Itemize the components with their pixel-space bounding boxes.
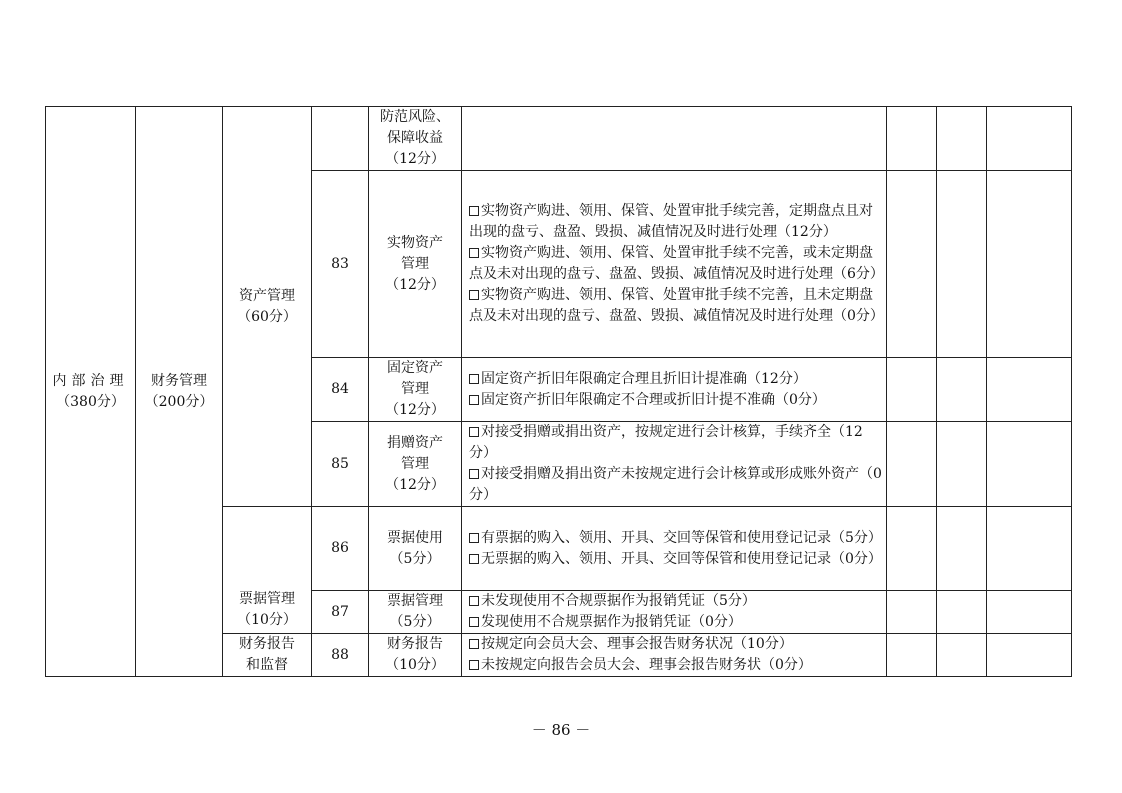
criteria-option xyxy=(469,612,882,633)
evaluation-table xyxy=(45,106,1072,677)
item-number: 84 xyxy=(312,358,369,422)
option-text: 实物资产购进、领用、保管、处置审批手续完善，定期盘点且对出现的盘亏、盘盈、毁损、减值情况及时进行处理（12分） xyxy=(469,203,873,240)
page-number: － 86 － xyxy=(531,721,591,739)
item-name-cell xyxy=(369,422,462,507)
score-cell xyxy=(887,591,937,634)
criteria-option xyxy=(469,634,882,655)
checkbox-icon[interactable] xyxy=(469,554,479,564)
item-name-cell xyxy=(369,591,462,634)
criteria-option xyxy=(469,549,882,570)
criteria-option xyxy=(469,422,882,464)
item-number: 88 xyxy=(312,634,369,677)
level1-score: （380分） xyxy=(56,393,125,410)
checkbox-icon[interactable] xyxy=(469,469,479,479)
item-number xyxy=(312,107,369,171)
item-name-line: 保障收益 xyxy=(387,130,443,146)
item-score-line: （12分） xyxy=(385,151,445,167)
option-text: 对接受捐赠及捐出资产未按规定进行会计核算或形成账外资产（0分） xyxy=(469,466,882,503)
score-cell xyxy=(937,634,987,677)
option-text: 对接受捐赠或捐出资产，按规定进行会计核算，手续齐全（12分） xyxy=(469,424,863,461)
table-row xyxy=(46,107,1072,171)
item-number: 86 xyxy=(312,507,369,591)
option-text: 未按规定向报告会员大会、理事会报告财务状（0分） xyxy=(481,657,812,673)
level3-report-line: 和监督 xyxy=(246,657,288,673)
level2-indicator-cell xyxy=(136,107,223,677)
checkbox-icon[interactable] xyxy=(469,596,479,606)
option-text: 按规定向会员大会、理事会报告财务状况（10分） xyxy=(481,636,793,652)
item-name-line: 管理 xyxy=(401,455,429,472)
checkbox-icon[interactable] xyxy=(469,533,479,543)
criteria-option xyxy=(469,201,882,243)
item-name-line: 捐赠资产 xyxy=(387,434,443,451)
remark-cell xyxy=(987,107,1072,171)
level2-name: 财务管理 xyxy=(151,372,207,389)
criteria-cell xyxy=(462,358,887,422)
criteria-cell xyxy=(462,422,887,507)
option-text: 固定资产折旧年限确定不合理或折旧计提不准确（0分） xyxy=(481,391,826,408)
criteria-option xyxy=(469,591,882,612)
checkbox-icon[interactable] xyxy=(469,639,479,649)
checkbox-icon[interactable] xyxy=(469,374,479,384)
level2-score: （200分） xyxy=(144,393,214,410)
level3-bill-cell xyxy=(223,507,312,634)
checkbox-icon[interactable] xyxy=(469,427,479,437)
score-cell xyxy=(937,422,987,507)
criteria-option xyxy=(469,243,882,285)
option-text: 实物资产购进、领用、保管、处置审批手续不完善，且未定期盘点及未对出现的盘亏、盘盈、毁损、减值情况及时进行处理（0分） xyxy=(469,287,884,324)
score-cell xyxy=(887,634,937,677)
checkbox-icon[interactable] xyxy=(469,660,479,670)
level1-name: 内部治理 xyxy=(52,372,129,389)
option-text: 固定资产折旧年限确定合理且折旧计提准确（12分） xyxy=(481,370,807,387)
criteria-cell xyxy=(462,591,887,634)
remark-cell xyxy=(987,634,1072,677)
option-text: 无票据的购入、领用、开具、交回等保管和使用登记记录（0分） xyxy=(481,550,882,567)
criteria-option xyxy=(469,285,882,327)
score-cell xyxy=(887,422,937,507)
score-cell xyxy=(937,171,987,358)
item-name-line: 固定资产 xyxy=(387,360,443,376)
score-cell xyxy=(887,507,937,591)
item-name-line: 管理 xyxy=(401,255,429,272)
remark-cell xyxy=(987,171,1072,358)
level3-asset-cell xyxy=(223,107,312,507)
score-cell xyxy=(937,107,987,171)
level3-bill-score: （10分） xyxy=(237,612,297,628)
score-cell xyxy=(937,507,987,591)
criteria-option xyxy=(469,655,882,676)
item-name-cell xyxy=(369,507,462,591)
score-cell xyxy=(887,107,937,171)
level3-report-cell xyxy=(223,634,312,677)
item-score-line: （5分） xyxy=(389,614,441,630)
option-text: 未发现使用不合规票据作为报销凭证（5分） xyxy=(481,593,756,609)
checkbox-icon[interactable] xyxy=(469,395,479,405)
level3-bill-name: 票据管理 xyxy=(239,591,295,607)
checkbox-icon[interactable] xyxy=(469,206,479,216)
item-name-line: 财务报告 xyxy=(387,636,443,652)
item-name-cell xyxy=(369,358,462,422)
item-score-line: （5分） xyxy=(389,550,441,567)
remark-cell xyxy=(987,591,1072,634)
criteria-option xyxy=(469,369,882,390)
score-cell xyxy=(937,591,987,634)
score-cell xyxy=(887,358,937,422)
item-score-line: （12分） xyxy=(385,276,445,293)
item-name-cell xyxy=(369,107,462,171)
item-name-cell xyxy=(369,634,462,677)
item-number: 83 xyxy=(312,171,369,358)
option-text: 有票据的购入、领用、开具、交回等保管和使用登记记录（5分） xyxy=(481,529,882,546)
criteria-option xyxy=(469,390,882,411)
criteria-cell xyxy=(462,171,887,358)
remark-cell xyxy=(987,507,1072,591)
remark-cell xyxy=(987,422,1072,507)
item-name-line: 票据使用 xyxy=(387,529,443,546)
level3-report-line: 财务报告 xyxy=(239,636,295,652)
level3-asset-score: （60分） xyxy=(237,308,297,325)
level1-indicator-cell xyxy=(46,107,136,677)
item-score-line: （12分） xyxy=(385,402,445,418)
checkbox-icon[interactable] xyxy=(469,617,479,627)
item-name-line: 管理 xyxy=(401,381,429,397)
item-number: 85 xyxy=(312,422,369,507)
option-text: 发现使用不合规票据作为报销凭证（0分） xyxy=(481,614,742,630)
item-name-line: 实物资产 xyxy=(387,234,443,251)
item-name-line: 防范风险、 xyxy=(380,109,450,125)
item-number: 87 xyxy=(312,591,369,634)
checkbox-icon[interactable] xyxy=(469,290,479,300)
score-cell xyxy=(887,171,937,358)
checkbox-icon[interactable] xyxy=(469,248,479,258)
item-score-line: （10分） xyxy=(385,657,445,673)
criteria-cell xyxy=(462,107,887,171)
item-name-cell xyxy=(369,171,462,358)
item-name-line: 票据管理 xyxy=(387,593,443,609)
criteria-option xyxy=(469,528,882,549)
criteria-cell xyxy=(462,507,887,591)
item-score-line: （12分） xyxy=(385,476,445,493)
option-text: 实物资产购进、领用、保管、处置审批手续不完善，或未定期盘点及未对出现的盘亏、盘盈、毁损、减值情况及时进行处理（6分） xyxy=(469,245,884,282)
score-cell xyxy=(937,358,987,422)
criteria-cell xyxy=(462,634,887,677)
remark-cell xyxy=(987,358,1072,422)
criteria-option xyxy=(469,464,882,506)
level3-asset-name: 资产管理 xyxy=(239,287,295,304)
